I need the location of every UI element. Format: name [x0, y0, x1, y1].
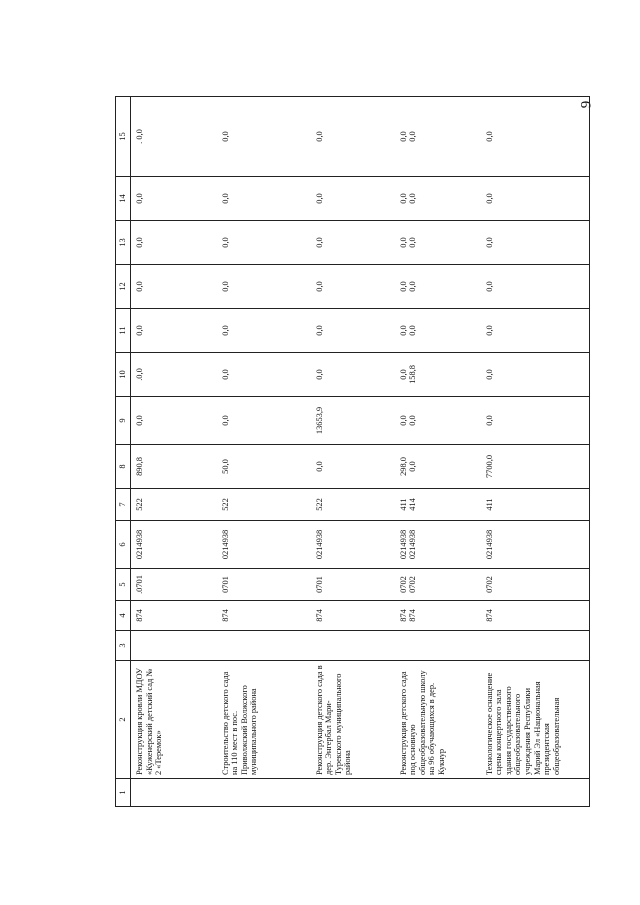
cell: 0,0 — [131, 177, 217, 221]
cell — [217, 631, 311, 661]
cell: 874 874 — [395, 601, 481, 631]
cell: 0,0 — [311, 177, 395, 221]
cell: 7700,0 — [481, 445, 590, 489]
cell: 411 414 — [395, 489, 481, 521]
cell: 0,0 — [481, 97, 590, 177]
column-header: 2 — [116, 661, 131, 779]
cell: 0,0 0,0 — [395, 221, 481, 265]
column-header: 6 — [116, 521, 131, 569]
cell: 411 — [481, 489, 590, 521]
cell: 0,0 0,0 — [395, 177, 481, 221]
cell: 0,0 — [481, 309, 590, 353]
cell: 0,0 — [131, 265, 217, 309]
cell: 0,0 — [217, 397, 311, 445]
cell: 0214938 — [311, 521, 395, 569]
table-row — [481, 97, 590, 807]
cell: 50,0 — [217, 445, 311, 489]
column-header: 5 — [116, 569, 131, 601]
cell: 522 — [311, 489, 395, 521]
cell: 0,0 — [311, 221, 395, 265]
cell — [311, 631, 395, 661]
column-header: 7 — [116, 489, 131, 521]
cell: 0,0 — [311, 353, 395, 397]
column-header: 1 — [116, 779, 131, 807]
cell: 890,8 — [131, 445, 217, 489]
table-row — [311, 97, 395, 807]
cell: 0,0 — [481, 397, 590, 445]
cell: 0702 0702 — [395, 569, 481, 601]
cell: 0,0 158,8 — [395, 353, 481, 397]
cell: 0,0 0,0 — [395, 309, 481, 353]
cell: 0,0 — [311, 309, 395, 353]
cell: 0,0 — [217, 309, 311, 353]
table-row — [395, 97, 481, 807]
cell — [395, 631, 481, 661]
column-header: 14 — [116, 177, 131, 221]
budget-table — [115, 96, 590, 807]
cell: 0,0 — [131, 221, 217, 265]
cell: 0214938 — [131, 521, 217, 569]
table-row — [217, 97, 311, 807]
cell-name: Строительство детского сада на 110 мест в пос. Приволжский Волжского муниципального района — [217, 661, 311, 779]
cell — [481, 631, 590, 661]
cell — [217, 779, 311, 807]
cell: 13653,9 — [311, 397, 395, 445]
column-header: 8 — [116, 445, 131, 489]
cell — [311, 779, 395, 807]
cell: 0,0 — [131, 397, 217, 445]
cell: 0702 — [481, 569, 590, 601]
column-header: 3 — [116, 631, 131, 661]
cell: 0,0 0,0 — [395, 397, 481, 445]
cell: 0,0 0,0 — [395, 97, 481, 177]
cell: 0,0 — [481, 221, 590, 265]
cell — [131, 779, 217, 807]
cell-name: Технологическое оснащение сцены концертного зала здания государственного общеобразовательного учреждения Республики Марий Эл «Национальная президентская общеобразовательная — [481, 661, 590, 779]
column-header: 12 — [116, 265, 131, 309]
cell: 0,0 — [311, 97, 395, 177]
cell: 0701 — [217, 569, 311, 601]
cell-name: Реконструкция детского сада под основную общеобразовательную школу на 96 обучающихся в дер. Кукнур — [395, 661, 481, 779]
header-row — [116, 97, 131, 807]
cell: 874 — [311, 601, 395, 631]
cell — [481, 779, 590, 807]
cell: 0,0 — [481, 177, 590, 221]
column-header: 11 — [116, 309, 131, 353]
column-header: 10 — [116, 353, 131, 397]
column-header: 9 — [116, 397, 131, 445]
cell — [395, 779, 481, 807]
cell: 0,0 — [481, 265, 590, 309]
rotated-table-sheet — [115, 97, 574, 807]
cell: 298,0 0,0 — [395, 445, 481, 489]
table-row — [131, 97, 217, 807]
column-header: 13 — [116, 221, 131, 265]
cell: 0,0 — [311, 265, 395, 309]
cell: 522 — [131, 489, 217, 521]
cell — [131, 631, 217, 661]
cell: 0,0 — [217, 221, 311, 265]
cell: 0701 — [311, 569, 395, 601]
cell-name: Реконструкция детского сада в дер. Энгербал Мари-Турекского муниципального района — [311, 661, 395, 779]
page-number: 9 — [578, 100, 595, 109]
cell: 0214938 — [217, 521, 311, 569]
cell: . 0,0 — [131, 97, 217, 177]
cell: .0701 — [131, 569, 217, 601]
cell: 522 — [217, 489, 311, 521]
cell: 0,0 — [131, 309, 217, 353]
cell: 874 — [481, 601, 590, 631]
cell: 0,0 — [217, 265, 311, 309]
cell: 0214938 0214938 — [395, 521, 481, 569]
cell: 0214938 — [481, 521, 590, 569]
cell: 0,0 0,0 — [395, 265, 481, 309]
column-header: 15 — [116, 97, 131, 177]
cell-name: Реконструкция кровли МДОУ «Куженерский детский сад № 2 «Теремок» — [131, 661, 217, 779]
cell: 0,0 — [481, 353, 590, 397]
cell: 0,0 — [217, 177, 311, 221]
cell: 0,0 — [311, 445, 395, 489]
cell: 0,0 — [217, 353, 311, 397]
cell: 874 — [131, 601, 217, 631]
cell: 874 — [217, 601, 311, 631]
cell: .0,0 — [131, 353, 217, 397]
cell: 0,0 — [217, 97, 311, 177]
column-header: 4 — [116, 601, 131, 631]
